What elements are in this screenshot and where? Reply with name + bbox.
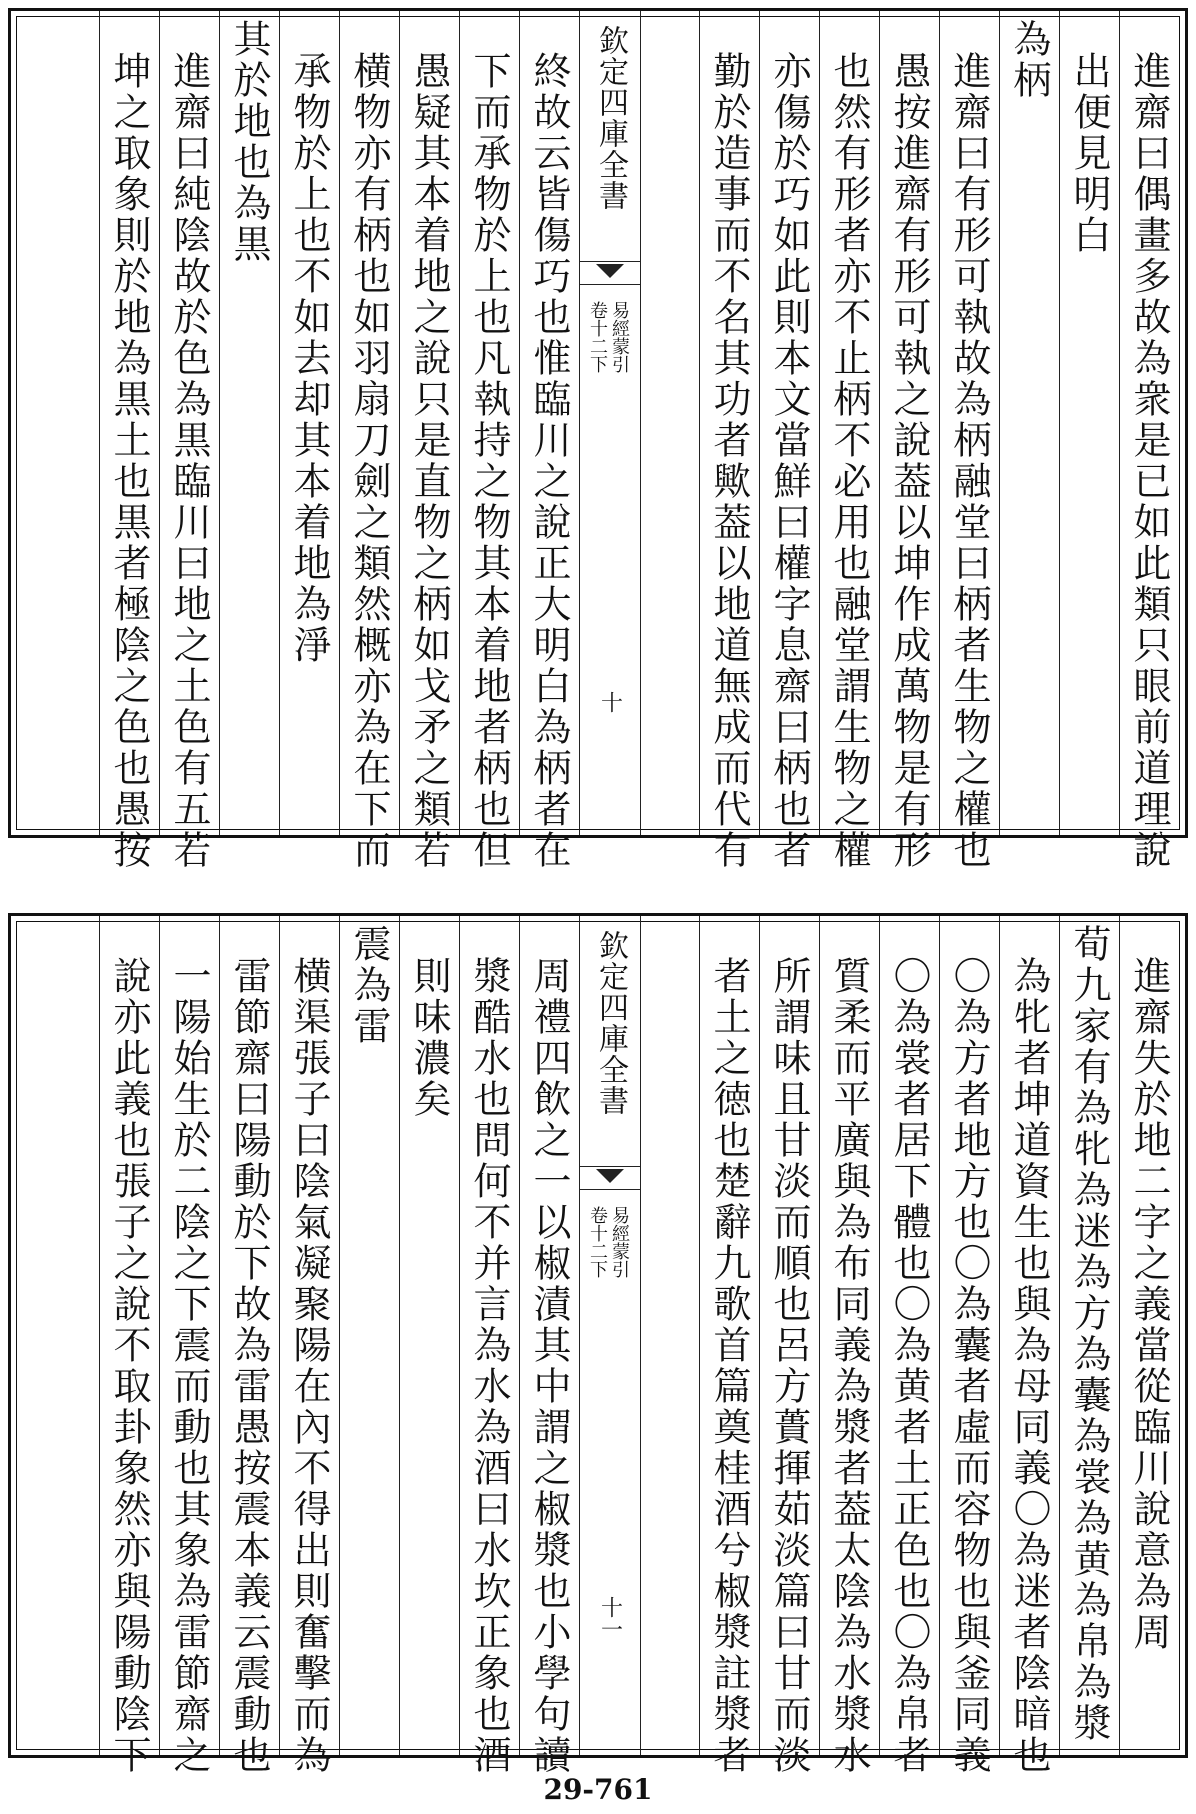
text-column (459, 916, 520, 1776)
text-column (999, 916, 1060, 1776)
bottom-page-frame (8, 913, 1188, 1776)
column-text: 横物亦有柄也如羽扇刀劍之類然概亦為在下而 (347, 51, 391, 871)
column-text: 〇為方者地方也〇為囊者虛而容物也與釜同義 (947, 956, 991, 1776)
text-column (939, 11, 1000, 871)
text-column (879, 11, 940, 871)
column-text: 漿酷水也問何不并言為水為酒曰水坎正象也酒 (467, 956, 511, 1776)
text-column (939, 916, 1000, 1776)
leaf-number: 十一 (597, 1596, 623, 1640)
column-text: 進齋失於地二字之義當從臨川說意為周 (1127, 956, 1171, 1653)
text-column (279, 11, 340, 835)
column-text: 承物於上也不如去却其本着地為淨 (287, 51, 331, 666)
column-text: 下而承物於上也凡執持之物其本着地者柄也但 (467, 51, 511, 871)
text-column (879, 916, 940, 1776)
column-text: 其於地也為黒 (227, 19, 271, 265)
book-title: 欽定四庫全書 (593, 930, 628, 1116)
column-text: 進齋曰偶畫多故為衆是已如此類只眼前道理說 (1127, 51, 1171, 871)
column-text: 一陽始生於二陰之下震而動也其象為雷節齋之 (167, 956, 211, 1776)
text-column (1059, 916, 1120, 1755)
column-text: 進齋曰有形可執故為柄融堂曰柄者生物之權也 (947, 51, 991, 871)
column-text: 也然有形者亦不止柄不必用也融堂謂生物之權 (827, 51, 871, 871)
column-text: 為牝者坤道資生也與為母同義〇為迷者陰暗也 (1007, 956, 1051, 1776)
text-column (339, 11, 400, 871)
text-column (999, 11, 1060, 835)
text-column (159, 916, 220, 1776)
column-text: 進齋曰純陰故於色為黒臨川曰地之土色有五若 (167, 51, 211, 871)
text-column (459, 11, 520, 871)
text-column (219, 11, 280, 835)
volume-label: 卷十二下 (587, 301, 608, 373)
work-title: 易經蒙引 (609, 1206, 630, 1278)
column-text: 雷節齋曰陽動於下故為雷愚按震本義云震動也 (227, 956, 271, 1776)
text-column (759, 916, 820, 1776)
top-page-frame (8, 8, 1188, 871)
column-text: 横渠張子曰陰氣凝聚陽在內不得出則奮擊而為 (287, 956, 331, 1776)
column-text: 所謂味且甘淡而順也呂方蕢揮茹淡篇曰甘而淡 (767, 956, 811, 1776)
fish-tail-ornament (580, 261, 640, 285)
column-text: 為柄 (1007, 19, 1051, 101)
text-column (279, 916, 340, 1776)
bottom-page (0, 905, 1196, 1776)
text-column (399, 11, 460, 871)
work-title: 易經蒙引 (609, 301, 630, 373)
text-column (759, 11, 820, 871)
column-text: 終故云皆傷巧也惟臨川之說正大明白為柄者在 (527, 51, 571, 871)
column-text: 坤之取象則於地為黒土也黒者極陰之色也愚按 (107, 51, 151, 871)
column-text: 震為雷 (347, 924, 391, 1047)
text-column (399, 916, 460, 1755)
text-column (519, 916, 580, 1776)
column-text: 周禮四飲之一以椒漬其中謂之椒漿也小學句讀 (527, 956, 571, 1776)
page-number: 29-761 (543, 1773, 653, 1806)
text-column (819, 11, 880, 871)
center-fold (579, 916, 641, 1755)
column-text: 愚疑其本着地之說只是直物之柄如戈矛之類若 (407, 51, 451, 871)
text-column (339, 916, 400, 1755)
text-column (219, 916, 280, 1776)
book-title: 欽定四庫全書 (593, 25, 628, 211)
column-text: 出便見明白 (1067, 51, 1111, 256)
column-text: 者土之徳也楚辭九歌首篇奠桂酒兮椒漿註漿者 (707, 956, 751, 1776)
column-text: 勤於造事而不名其功者歟葢以地道無成而代有 (707, 51, 751, 871)
text-column (519, 11, 580, 871)
text-column (1119, 11, 1180, 871)
column-text: 則味濃矣 (407, 956, 451, 1120)
text-column (159, 11, 220, 871)
column-text: 說亦此義也張子之說不取卦象然亦與陽動陰下 (107, 956, 151, 1776)
top-page (0, 0, 1196, 871)
center-fold (579, 11, 641, 835)
leaf-number: 十 (597, 691, 623, 713)
text-column (819, 916, 880, 1776)
text-column (99, 916, 160, 1776)
column-text: 質柔而平廣與為布同義為漿者葢太陰為水漿水 (827, 956, 871, 1776)
volume-label: 卷十二下 (587, 1206, 608, 1278)
column-text: 愚按進齋有形可執之說葢以坤作成萬物是有形 (887, 51, 931, 871)
text-column (699, 916, 760, 1776)
column-text: 亦傷於巧如此則本文當鮮曰權字息齋曰柄也者 (767, 51, 811, 871)
text-column (699, 11, 760, 871)
text-column (1059, 11, 1120, 835)
text-column (1119, 916, 1180, 1755)
fish-tail-ornament (580, 1166, 640, 1190)
column-text: 荀九家有為牝為迷為方為囊為裳為黄為帛為漿 (1067, 924, 1111, 1744)
column-text: 〇為裳者居下體也〇為黄者土正色也〇為帛者 (887, 956, 931, 1776)
text-column (99, 11, 160, 871)
